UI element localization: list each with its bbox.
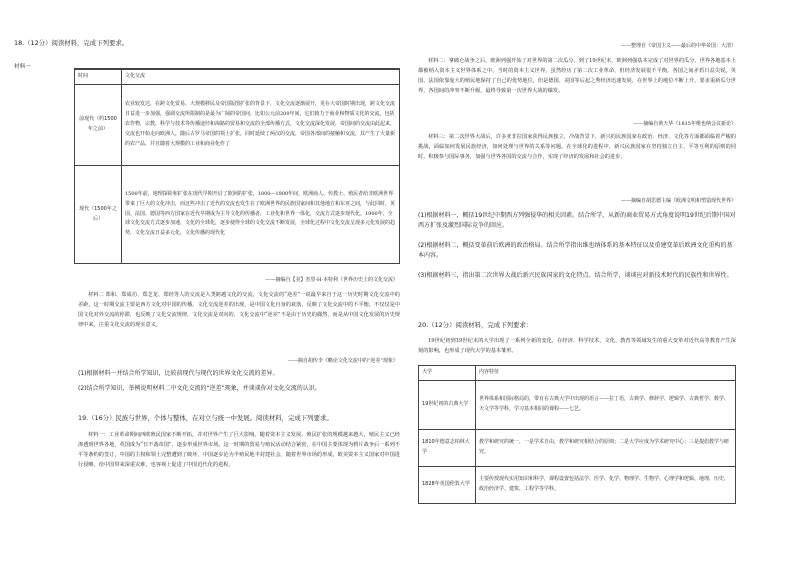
q19-material2-paragraph: 材料二：拿破仑战争之后，欧洲列强开始了对世界的第二次瓜分。到了19世纪末，欧洲列强基本完成了对世界的瓜分，世界各地基本上都被纳入资本主义世界体系之中。当时的资本主义世界，虽然经历了第二次工业革命，但经济发展很不平衡，各国之间矛盾日益尖锐。英国、法国依靠庞大的殖民地保持了自己的优势地位，但是德国、美国等后起之秀经济迅速发展，在世界上的地位不断上升，要求重新瓜分世界，各国间的冲突不断升级，最终导致第一次世界大战的爆发。: [418, 58, 736, 94]
q18-table-row1-period: 前现代（约1500年之前）: [75, 85, 122, 166]
q18-material1-source: ——摘编自【美】杰里·H·本特利《世界历史上的文化交流》: [265, 277, 398, 283]
q20-intro-paragraph: 19世纪初到19世纪末的大学出现了一系列全新的变化，在经济、科学技术、文化、教育等领域发生的重大变革对近代高等教育产生深刻的影响，也形成了现代大学的基本雏形。: [418, 338, 736, 354]
q18-requirement-2: (2)结合所学知识，举例说明材料二中文化交流的“逆差”现象，并谈谈你对文化交流的认识。: [78, 385, 321, 392]
q19-material1-text: [78, 431, 400, 521]
q19-material1-paragraph: 材料一：工业革命期间西欧殖民国家不断开拓，并对世界产生了巨大影响。随着资本主义发展，殖民扩张的规模越来越大，殖民主义已经渗透到世界各地，英国成为“日不落帝国”，逐步形成世界市场。这一时期的贸易与殖民活动结合紧密，在中国主要体现为鸦片战争后一系列不平等条约的签订，中国的主权和领土完整遭到了破坏，中国逐步沦为半殖民地半封建社会。随着世界市场的形成，欧美资本主义国家对中国进行侵略，给中国带来深重灾难，也客观上促进了中国近代化的进程。: [78, 432, 400, 468]
q18-header: 18.（12分）阅读材料，完成下列要求。: [14, 39, 129, 47]
q20-table-row2-name: 1810年德意志柏林大学: [419, 430, 476, 467]
q18-material2-paragraph: 材料二 郑和、郑成功、郑芝龙、郑经等人的交流是人类跨越文化的交流，文化交流的“逆差”一说最早来自于这一历史时期文化交流中的差距，这一时期交流主要是西方文化对中国的传播。文化交流逆差的出现，是中国文化自身的衰落，反映了文化交流中的不平衡，不仅仅是中国文化对外交流的停滞，也反映了文化交流规律，文化交流是双向的，文化交流中“逆差”不是由于历史的偶然，而是从中国文化发展的历史规律中来，注重文化交流的现实意义。: [78, 292, 400, 328]
q19-material1-source: ——整理自《帝国主义——最后的中华帝国：大清》: [620, 43, 736, 49]
q20-header: 20.（12分）阅读材料，完成下列要求：: [418, 321, 533, 329]
q18-table-row2-content: 1500年前，地理探险和扩张在现代早期开启了欧洲的扩张，1800—1900年间，欧洲商人、传教士、殖民者给非欧洲世界带来了巨大的文化冲击，而这些冲击了近代的交流也发生在了欧洲世界的民族国家间和其他地方和东亚之间，与此同时，英国、法国、德国等西方国家在近代早期成为主导文化的传播者，工业化和世界一体化，交流方式逐步现代化。1900年，全球文化交流方式逐步加速，文化的全球化，逐步使得全球的文化交流不断发展，全球化过程中文化交流呈现多元化发展的趋势，文化交流日益多元化，文化传播的现代化: [122, 166, 400, 264]
q20-table-row2-content: 教学和研究的统一，一是学术自由，教学和研究相结合的原则；二是大学应成为学术研究中心；三是提倡教学与研究。: [476, 430, 736, 467]
q20-table-row1-content: 世界体系和国际格局的，带有在古典大学中出现的语言——拉丁语，古典学、修辞学、逻辑学、古典哲学、数学、天文学等学科，学习基本相同的课程——七艺。: [476, 381, 736, 430]
q19-requirement-3: (3)根据材料三，指出第二次世界大战后新兴民族国家的文化特点。结合所学，谈谈应对新技术时代的民族性和世界性。: [418, 272, 733, 279]
q20-table-header-features: 内容特征: [476, 366, 736, 381]
q19-material3-text: [418, 133, 736, 193]
q18-table: [74, 69, 400, 264]
q19-requirement-1: (1)根据材料一，概括19世纪中期西方列强侵华的相关因素。结合所学，从新的商业贸易方式角度说明19世纪后期中国对西方扩张及激烈国际竞争的回应。: [418, 212, 736, 229]
q18-table-header-exchange: 文化交流: [122, 70, 400, 85]
q18-table-header-time: 时间: [75, 70, 122, 85]
q18-requirement-1: (1)根据材料一并结合所学知识，比较前现代与现代的世界文化交流的差异。: [78, 370, 279, 377]
q19-material3-source: ——摘编自胡思德主编《欧洲文明和塑造现代世界》: [620, 198, 736, 204]
q20-table-row3-content: 主要传授现代实用知识和科学，课程设置包括法学、医学、化学、物理学、生物学、心理学和逻辑、地理、历史、政治经济学、建筑、工程学等学科。: [476, 467, 736, 504]
q20-table-row1-name: 19世纪初的古典大学: [419, 381, 476, 430]
q19-material3-paragraph: 材料三：第二次世界大战后，许多亚非拉国家获得民族独立，冷战背景下，新兴的民族国家在政治、经济、文化等方面都面临着严峻的挑战，面临如何发展民族经济，如何处理与世界的关系等问题。在全球化的进程中，新兴民族国家在坚持独立自主、平等互利的原则的同时，积极参与国际事务，加强与世界各国的交流与合作，实现了经济的发展和社会的进步。: [418, 134, 736, 160]
q19-header: 19.（16分）民族与世界，个体与整体，在对立与统一中发展。阅读材料，完成下列要求。: [78, 414, 333, 422]
q20-intro: [418, 337, 736, 357]
q18-material2-text: [78, 291, 400, 357]
q20-table-row3-name: 1828年英国伦敦大学: [419, 467, 476, 504]
q18-table-row2-period: 现代（1500年之后）: [75, 166, 122, 264]
q19-material2-text: [418, 57, 736, 117]
q18-material1-label: 材料一: [14, 64, 31, 70]
q20-table: [418, 365, 736, 504]
q19-requirement-2: (2)根据材料二，概括变革前后欧洲的政治格局。结合所学指出维也纳体系的基本特征以及重建变革后欧洲文化重构的基本内容。: [418, 242, 733, 259]
q19-material2-source: ——摘编自黄天华《1815年维也纳会议新论》: [633, 121, 736, 127]
q18-material2-source: ——摘自胡传李《略论文化交流中的“逆差”现象》: [287, 358, 398, 364]
q20-table-header-university: 大学: [419, 366, 476, 381]
q18-table-row1-content: 农业较发达，在跨文化贸易、大规模移民及帝国版图扩张的背景下，文化交流逐渐展开，更在大帝国时期出现，跨文化交流日益进一步加强，强调交流所限制的是最为广阔的帝国间，比如公元前200年间，它们致力于商业和物质文化的交流，包括农作物，宗教，科学与技术等传播途径和海路的贸易和交流的全部传播方式，文化交流深化发展，帝国间的交流由此起来，交流也开始走向欧洲人，随后古罗马帝国的领土扩张，同时延续了两汉的交流，帝国各部间的接触和交流，其产生了大量新的农产品，并且随着大规模的工业和商业化作了: [122, 85, 400, 166]
